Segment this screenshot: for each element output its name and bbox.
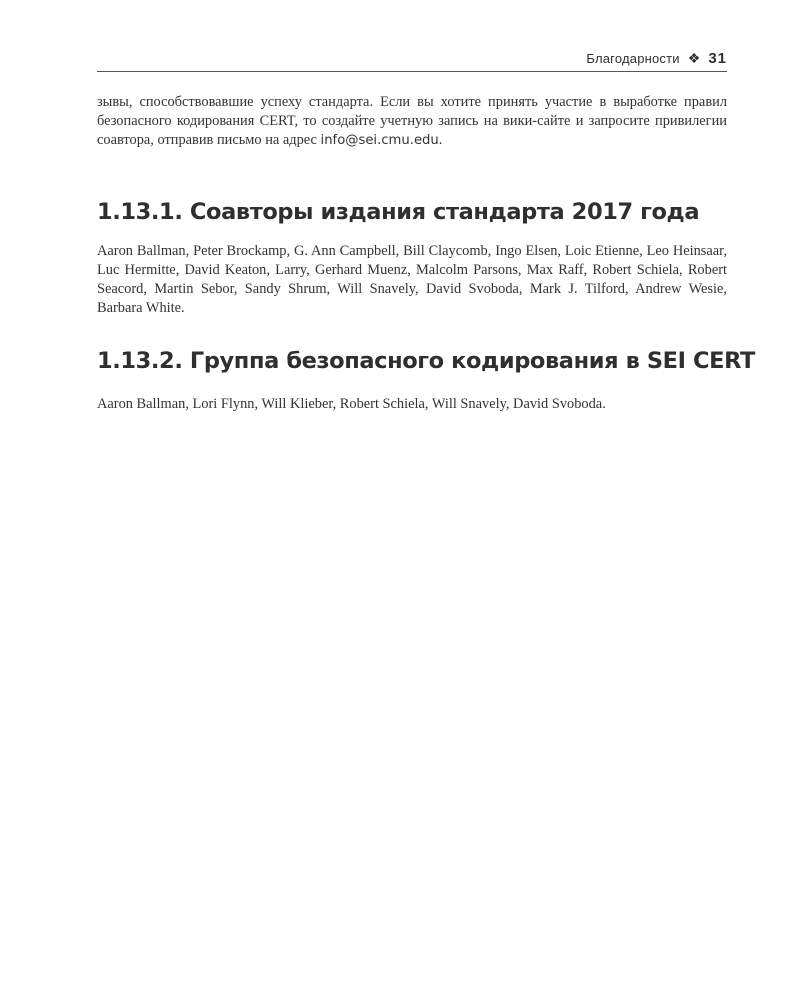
intro-end: . xyxy=(438,132,443,148)
header-rule xyxy=(97,71,727,72)
intro-text: зывы, способствовавшие успеху стандарта. Если вы хотите принять участие в выработке правил безопасного кодирования CERT, то создайте учетную запись на вики-сайте и запросите привилегии соавтора, отправив письмо на адрес xyxy=(97,94,727,148)
team-paragraph: Aaron Ballman, Lori Flynn, Will Klieber, Robert Schiela, Will Snavely, David Svoboda. xyxy=(97,396,606,412)
coauthors-paragraph: Aaron Ballman, Peter Brockamp, G. Ann Campbell, Bill Claycomb, Ingo Elsen, Loic Etienne, Leo Heinsaar, Luc Hermitte, David Keaton, Larry, Gerhard Muenz, Malcolm Parsons, Max Raff, Robert Schiela, Robert Seacord, Martin Sebor, Sandy Shrum, Will Snavely, David Svoboda, Mark J. Tilford, Andrew Wesie, Barbara White. xyxy=(97,243,727,316)
ornament-icon: ❖ xyxy=(687,50,701,66)
section-heading-team: 1.13.2. Группа безопасного кодирования в SEI CERT xyxy=(97,348,755,374)
intro-paragraph xyxy=(97,93,727,150)
email-link[interactable]: info@sei.cmu.edu xyxy=(320,133,439,148)
page-number: 31 xyxy=(708,50,727,67)
header-section-title: Благодарности xyxy=(586,51,680,66)
section-heading-coauthors: 1.13.1. Соавторы издания стандарта 2017 года xyxy=(97,199,700,225)
running-header xyxy=(586,50,727,67)
